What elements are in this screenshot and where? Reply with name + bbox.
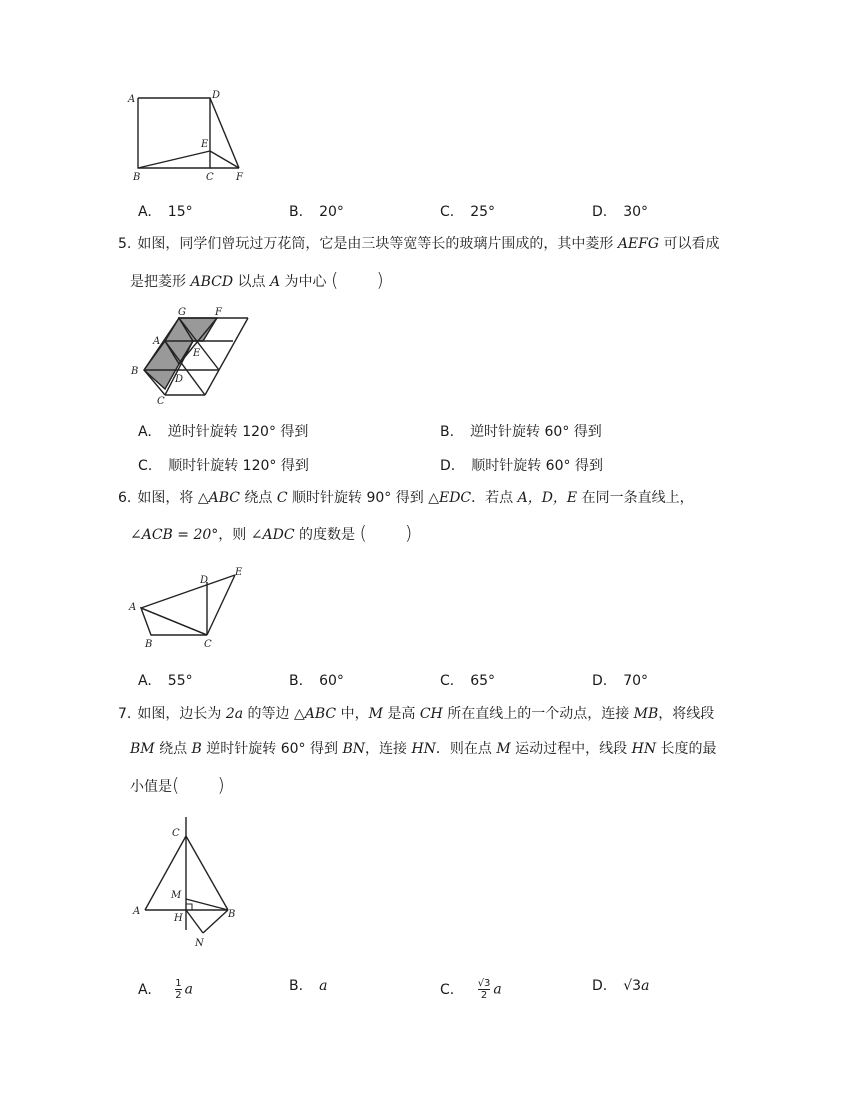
q7-option-a[interactable]: A. $\frac{1}{2}$ a <box>138 978 193 1001</box>
q7-option-c[interactable]: C. $\frac{√3}{2}$ a <box>440 978 502 1001</box>
q4-seg-df <box>210 98 239 168</box>
q7-option-a-fraction: $\frac{1}{2}$ <box>175 978 182 1001</box>
q7-seg-hn <box>186 910 203 933</box>
q4-option-c[interactable]: C. 25° <box>440 204 496 220</box>
q4-option-a[interactable]: A. 15° <box>138 204 193 220</box>
q6-seg-ae <box>141 575 235 608</box>
q5-option-d[interactable]: D. 顺时针旋转 60° 得到 <box>440 458 603 474</box>
q5-label-c: C <box>157 396 165 407</box>
q4-square <box>138 98 210 168</box>
q7-seg-nb <box>203 910 228 933</box>
q7-right-angle-mark <box>186 904 192 910</box>
q7-label-a: A <box>133 906 141 917</box>
q6-label-d: D <box>200 575 209 586</box>
q6-line1: 6. 如图，将 △ABC 绕点 C 顺时针旋转 90° 得到 △EDC．若点 A，D，E 在同一条直线上， <box>118 490 694 506</box>
q7-line3: 小值是( ) <box>130 774 225 796</box>
q4-label-f: F <box>236 172 243 183</box>
q6-label-a: A <box>129 602 137 613</box>
q5-label-b: B <box>131 366 139 377</box>
q7-line2: BM 绕点 B 逆时针旋转 60° 得到 BN，连接 HN．则在点 M 运动过程中，线段 HN 长度的最 <box>130 741 717 757</box>
q6-seg-ac <box>141 608 207 635</box>
q5-label-e: E <box>193 348 201 359</box>
q7-label-h: H <box>174 913 183 924</box>
q6-figure <box>125 565 260 655</box>
q4-seg-ef <box>210 151 239 168</box>
q4-option-d[interactable]: D. 30° <box>592 204 649 220</box>
q6-option-a[interactable]: A. 55° <box>138 673 193 689</box>
q4-label-a: A <box>128 94 136 105</box>
q4-label-b: B <box>133 172 141 183</box>
q7-label-c: C <box>172 828 180 839</box>
q4-label-c: C <box>206 172 214 183</box>
q7-option-c-fraction: $\frac{√3}{2}$ <box>477 978 491 1001</box>
q7-label-b: B <box>228 909 236 920</box>
q7-label-m: M <box>171 890 182 901</box>
q6-option-d[interactable]: D. 70° <box>592 673 649 689</box>
q5-diag3 <box>205 318 248 395</box>
q4-label-d: D <box>212 90 221 101</box>
q4-label-e: E <box>201 139 209 150</box>
q5-option-c[interactable]: C. 顺时针旋转 120° 得到 <box>138 458 309 474</box>
q5-label-f: F <box>215 307 222 318</box>
q5-label-g: G <box>178 307 186 318</box>
q5-line1: 5. 如图，同学们曾玩过万花筒，它是由三块等宽等长的玻璃片围成的，其中菱形 AEFG 可以看成 <box>118 236 720 252</box>
q7-option-d[interactable]: D. √3a <box>592 978 650 994</box>
q5-label-a: A <box>153 336 161 347</box>
q5-label-d: D <box>175 374 184 385</box>
q4-seg-be <box>138 151 210 168</box>
q5-line2: 是把菱形 ABCD 以点 A 为中心 ( ) <box>130 269 384 291</box>
q4-option-b[interactable]: B. 20° <box>289 204 344 220</box>
q6-label-b: B <box>145 639 153 650</box>
q7-line1: 7. 如图，边长为 2a 的等边 △ABC 中，M 是高 CH 所在直线上的一个动点，连接 MB，将线段 <box>118 706 715 722</box>
q6-option-c[interactable]: C. 65° <box>440 673 496 689</box>
q6-option-b[interactable]: B. 60° <box>289 673 344 689</box>
q7-option-b[interactable]: B. a <box>289 978 328 994</box>
q5-figure <box>125 304 260 407</box>
q5-option-a[interactable]: A. 逆时针旋转 120° 得到 <box>138 424 309 440</box>
q4-figure <box>125 88 255 188</box>
q7-label-n: N <box>195 938 204 949</box>
q7-figure <box>125 812 250 957</box>
q6-line2: ∠ACB = 20°，则 ∠ADC 的度数是 ( ) <box>130 522 413 544</box>
q6-label-c: C <box>204 639 212 650</box>
q6-label-e: E <box>235 567 243 578</box>
q7-seg-cb <box>186 836 228 910</box>
q5-option-b[interactable]: B. 逆时针旋转 60° 得到 <box>440 424 602 440</box>
